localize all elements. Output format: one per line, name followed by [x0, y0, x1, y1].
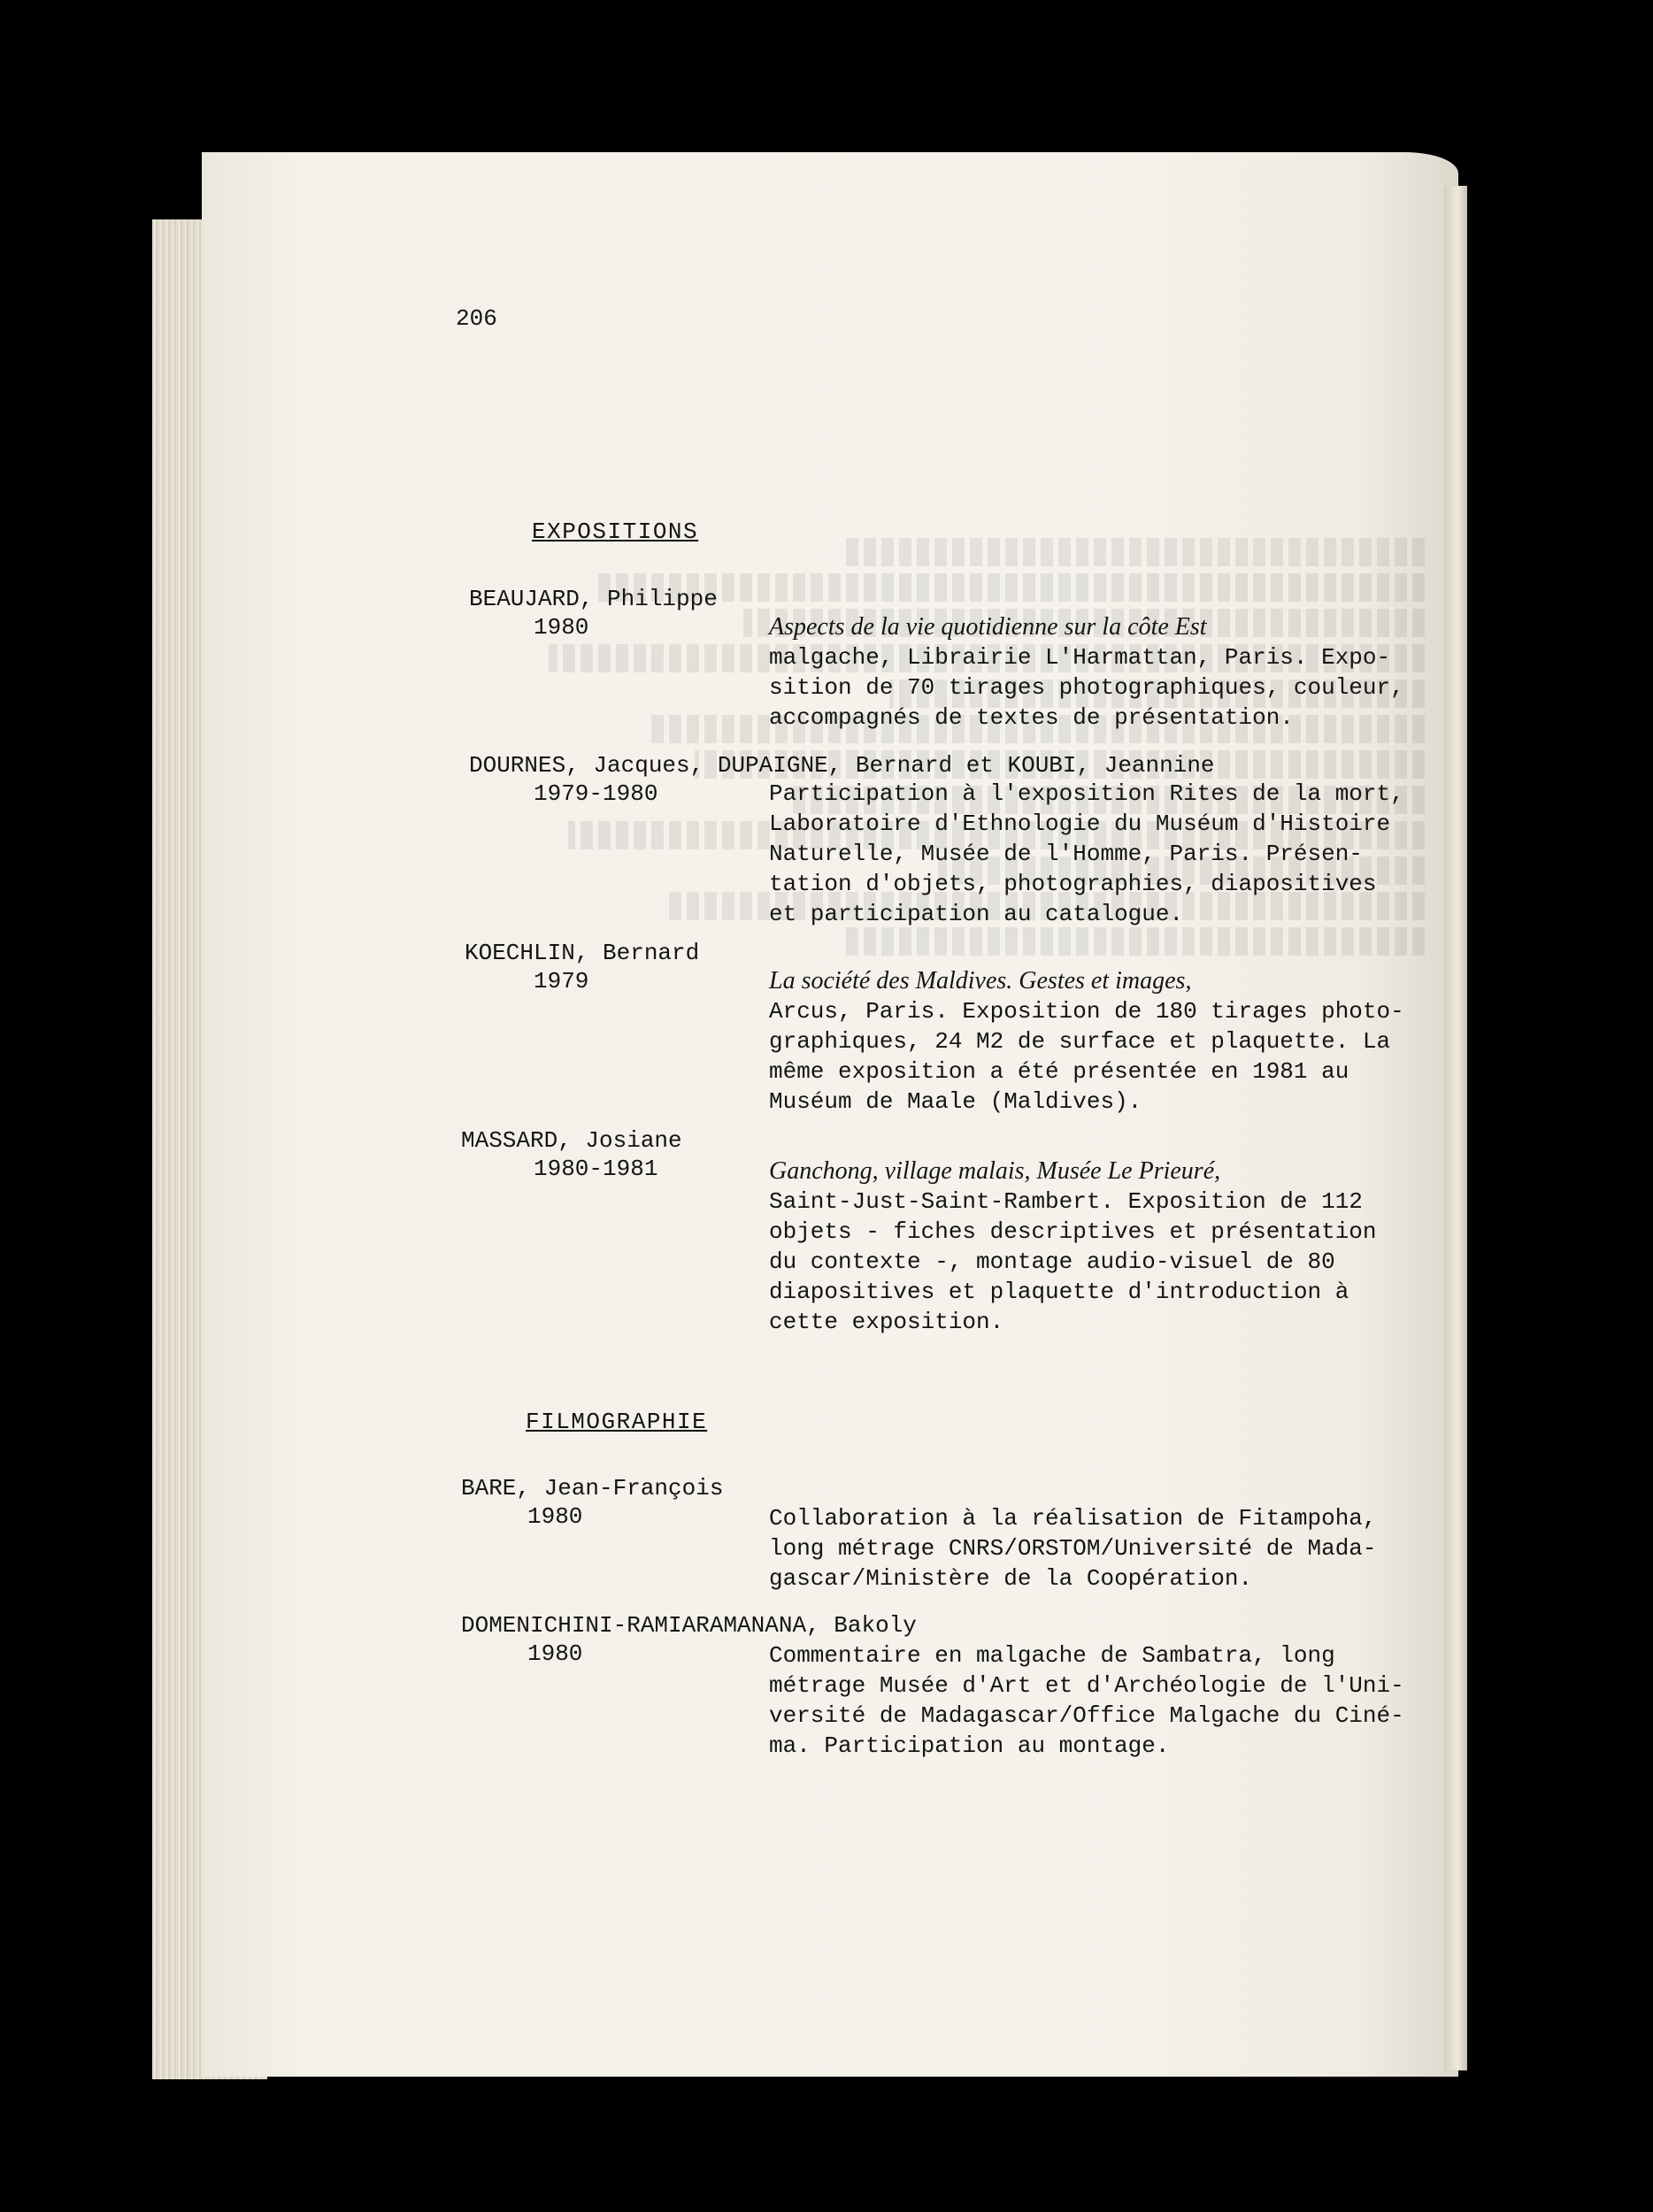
entry-description [769, 966, 1406, 1117]
page-number: 206 [456, 305, 497, 332]
entry-author: BARE, Jean-François [461, 1475, 724, 1502]
entry-year: 1979 [534, 968, 589, 995]
entry-year: 1980 [527, 1640, 583, 1667]
entry-year: 1980 [527, 1503, 583, 1530]
entry-line: même exposition a été présentée en 1981 au [769, 1058, 1349, 1085]
section-heading-filmographie: FILMOGRAPHIE [526, 1409, 708, 1435]
entry-line: sition de 70 tirages photographiques, couleur, [769, 674, 1404, 701]
entry-line: long métrage CNRS/ORSTOM/Université de Mada- [769, 1535, 1377, 1562]
entry-line: du contexte -, montage audio-visuel de 80 [769, 1248, 1335, 1275]
entry-description [769, 779, 1406, 929]
entry-description [769, 1156, 1406, 1337]
entry-description [769, 612, 1406, 733]
entry-line: malgache, Librairie L'Harmattan, Paris. Expo- [769, 644, 1391, 671]
entry-author: DOURNES, Jacques, DUPAIGNE, Bernard et KOUBI, Jeannine [469, 752, 1215, 779]
entry-line: Laboratoire d'Ethnologie du Muséum d'Histoire [769, 810, 1391, 837]
entry-line: Commentaire en malgache de Sambatra, long [769, 1642, 1335, 1669]
entry-line: Participation à l'exposition Rites de la mort, [769, 780, 1404, 807]
entry-year: 1980-1981 [534, 1156, 658, 1182]
entry-description [769, 1640, 1406, 1761]
entry-line: Saint-Just-Saint-Rambert. Exposition de 112 [769, 1188, 1363, 1215]
entry-line: Aspects de la vie quotidienne sur la côte Est [769, 613, 1207, 641]
entry-line: graphiques, 24 M2 de surface et plaquette. La [769, 1028, 1391, 1055]
entry-line: versité de Madagascar/Office Malgache du Ciné- [769, 1702, 1404, 1729]
entry-line: métrage Musée d'Art et d'Archéologie de l'Uni- [769, 1672, 1404, 1699]
entry-author: MASSARD, Josiane [461, 1127, 682, 1154]
entry-line: Ganchong, village malais, Musée Le Prieuré, [769, 1157, 1221, 1185]
entry-line: accompagnés de textes de présentation. [769, 704, 1294, 731]
entry-line: ma. Participation au montage. [769, 1732, 1170, 1759]
entry-author: KOECHLIN, Bernard [465, 940, 700, 966]
entry-line: Collaboration à la réalisation de Fitampoha, [769, 1505, 1377, 1532]
entry-line: objets - fiches descriptives et présentation [769, 1218, 1377, 1245]
entry-line: gascar/Ministère de la Coopération. [769, 1565, 1253, 1592]
entry-year: 1980 [534, 614, 589, 641]
entry-line: cette exposition. [769, 1309, 1004, 1335]
entry-description [769, 1503, 1406, 1594]
entry-line: Arcus, Paris. Exposition de 180 tirages photo- [769, 998, 1404, 1025]
section-heading-expositions: EXPOSITIONS [532, 518, 699, 545]
entry-line: La société des Maldives. Gestes et images, [769, 967, 1192, 995]
entry-author: DOMENICHINI-RAMIARAMANANA, Bakoly [461, 1612, 917, 1639]
entry-line: Muséum de Maale (Maldives). [769, 1088, 1142, 1115]
page-gutter-edge [1444, 186, 1467, 2070]
entry-line: Naturelle, Musée de l'Homme, Paris. Présen- [769, 841, 1363, 867]
entry-line: et participation au catalogue. [769, 901, 1184, 927]
entry-year: 1979-1980 [534, 780, 658, 807]
entry-author: BEAUJARD, Philippe [469, 586, 718, 612]
entry-line: tation d'objets, photographies, diapositives [769, 871, 1377, 897]
entry-line: diapositives et plaquette d'introduction à [769, 1279, 1349, 1305]
